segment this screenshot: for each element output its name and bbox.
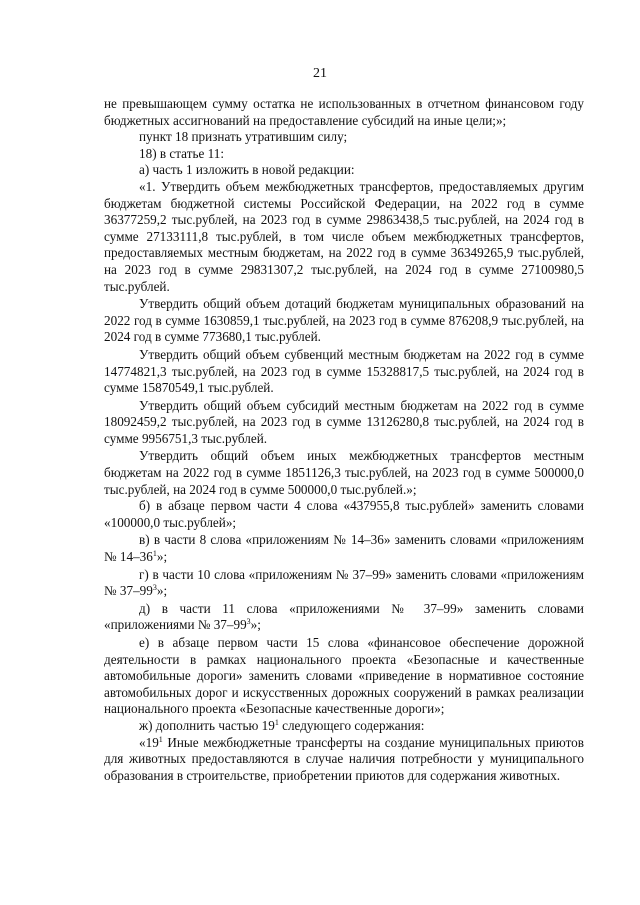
paragraph: а) часть 1 изложить в новой редакции: — [139, 162, 355, 178]
paragraph: б) в абзаце первом части 4 слова «437955,8 тыс.рублей» заменить словами «100000,0 тыс.рублей»; — [104, 498, 584, 530]
paragraph: Утвердить общий объем субвенций местным бюджетам на 2022 год в сумме 14774821,3 тыс.рублей, на 2023 год в сумме 15328817,5 тыс.рублей, на 2024 год в сумме 15870549,1 тыс.рублей. — [104, 346, 584, 396]
paragraph: «1. Утвердить объем межбюджетных трансфертов, предоставляемых другим бюджетам бюджетной системы Российской Федерации, на 2022 год в сумме 36377259,2 тыс.рублей, на 2023 год в сумме 29863438,5 тыс.рублей, на 2024 год в сумме 27133111,8 тыс.рублей, в том числе объем межбюджетных трансфертов, предоставляемых местным бюджетам, на 2022 год в сумме 36349265,9 тыс.рублей, на 2023 год в сумме 29831307,2 тыс.рублей, на 2024 год в сумме 27100980,5 тыс.рублей. — [104, 178, 584, 294]
paragraph: д) в части 11 слова «приложениями № 37–99» заменить словами «приложениями № $37-99^3$»; — [104, 600, 584, 633]
paragraph: Утвердить общий объем дотаций бюджетам муниципальных образований на 2022 год в сумме 1630859,1 тыс.рублей, на 2023 год в сумме 876208,9 тыс.рублей, на 2024 год в сумме 773680,1 тыс.рублей. — [104, 296, 584, 345]
paragraph: г) в части 10 слова «приложениям № 37–99» заменить словами «приложениям № $37-99^3$»; — [104, 566, 584, 599]
paragraph: в) в части 8 слова «приложениям № 14–36» заменить словами «приложениям № $14-36^1$»; — [104, 532, 584, 565]
paragraph: ж) дополнить частью $19^1$ следующего содержания: — [139, 717, 425, 733]
paragraph: не превышающем сумму остатка не использованных в отчетном финансовом году бюджетных ассигнований на предоставление субсидий на иные цели;»; — [104, 96, 584, 128]
paragraph: е) в абзаце первом части 15 слова «финансовое обеспечение дорожной деятельности в рамках национального проекта «Безопасные и качественные автомобильные дороги» заменить словами «приведение в нормативное состояние автомобильных дорог и искусственных дорожных сооружений в рамках реализации национального проекта «Безопасные качественные дороги»; — [104, 635, 584, 717]
paragraph: Утвердить общий объем иных межбюджетных трансфертов местным бюджетам на 2022 год в сумме 1851126,3 тыс.рублей, на 2023 год в сумме 500000,0 тыс.рублей, на 2024 год в сумме 500000,0 тыс.рублей.»; — [104, 448, 584, 497]
paragraph: Утвердить общий объем субсидий местным бюджетам на 2022 год в сумме 18092459,2 тыс.рублей, на 2023 год в сумме 13126280,8 тыс.рублей, на 2024 год в сумме 9956751,3 тыс.рублей. — [104, 397, 584, 446]
paragraph: пункт 18 признать утратившим силу; — [139, 129, 348, 145]
paragraph: «$19^1$ Иные межбюджетные трансферты на создание муниципальных приютов для животных предоставляются в случае наличия потребности у муниципального образования в строительстве, приобретении приютов для содержания животных. — [104, 734, 584, 783]
page-number: 21 — [313, 66, 327, 81]
paragraph: 18) в статье 11: — [139, 145, 224, 161]
document-body — [104, 96, 584, 784]
